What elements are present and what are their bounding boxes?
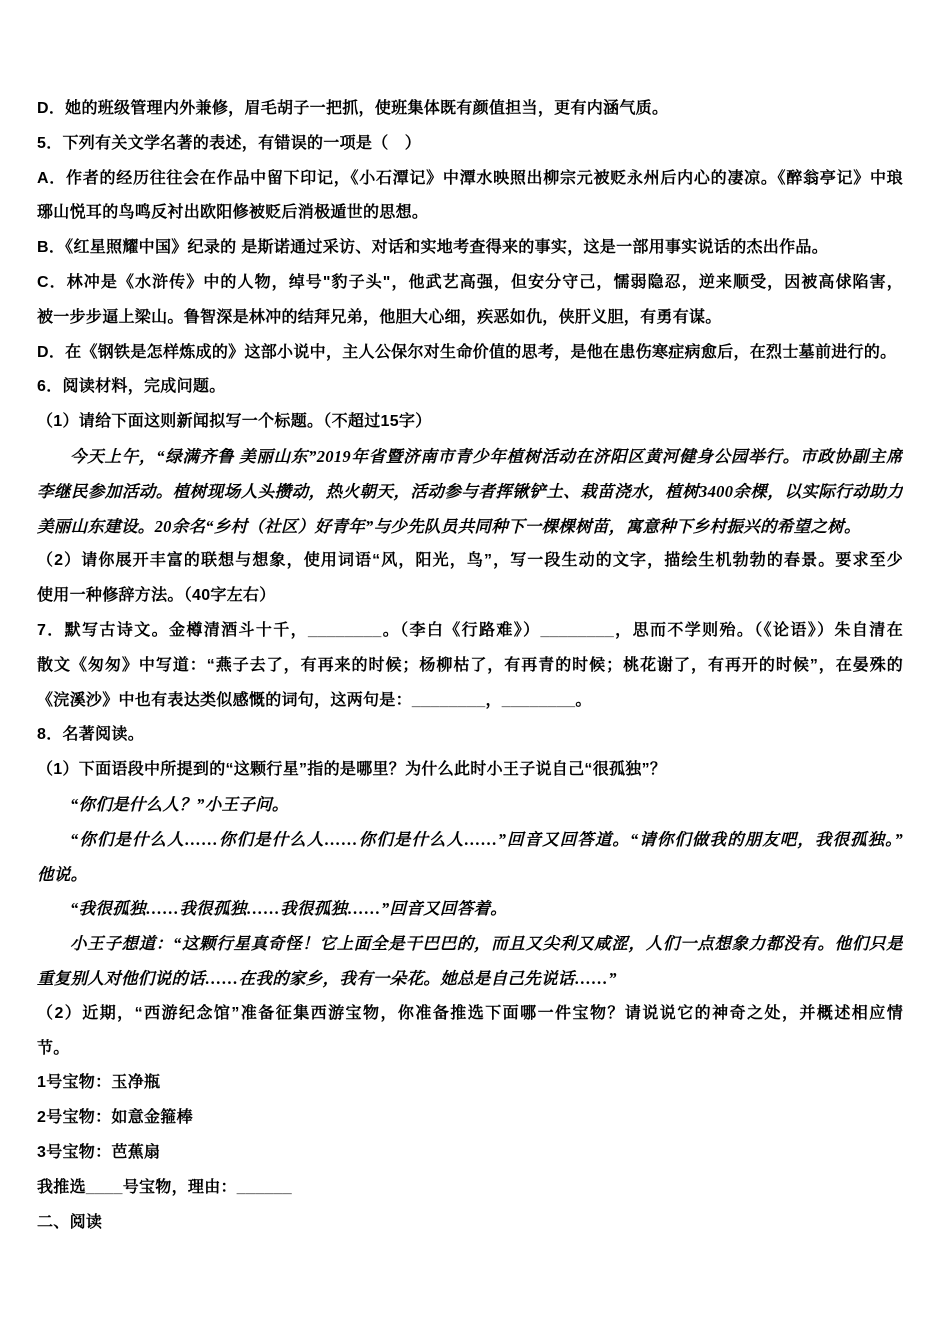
q8-quote-1-line-1: “你们是什么人？”小王子问。 [70, 794, 289, 814]
q7-dictation-line-3: 《浣溪沙》中也有表达类似感慨的词句，这两句是：________，________。 [37, 691, 592, 709]
q6-part2-line-2: 使用一种修辞方法。（40字左右） [37, 587, 276, 605]
q5-option-b [37, 231, 903, 266]
q8-quote-4 [37, 927, 903, 997]
q5-option-c-line-1: C．林冲是《水浒传》中的人物，绰号"豹子头"，他武艺高强，但安分守己，懦弱隐忍，逆来顺受，因被高俅陷害， [37, 273, 903, 291]
q7-dictation [37, 614, 903, 718]
q8-quote-1 [37, 788, 903, 823]
q8-part2-line-1: （2）近期，“西游纪念馆”准备征集西游宝物，你准备推选下面哪一件宝物？请说说它的神奇之处，并概述相应情 [37, 1004, 903, 1022]
q8-treasure-3 [37, 1136, 903, 1171]
q5-option-d-line-1: D．在《钢铁是怎样炼成的》这部小说中，主人公保尔对生命价值的思考，是他在患伤寒症病愈后，在烈士墓前进行的。 [37, 343, 897, 361]
q6-news-material-line-2: 李继民参加活动。植树现场人头攒动，热火朝天，活动参与者挥锹铲土、栽苗浇水，植树3400余棵，以实际行动助力 [37, 481, 903, 501]
q6-part1 [37, 405, 903, 440]
q8-answer-line-line-1: 我推选____号宝物，理由：______ [37, 1178, 292, 1196]
q6-news-material-line-3: 美丽山东建设。20余名“乡村（社区）好青年”与少先队员共同种下一棵棵树苗，寓意种下乡村振兴的希望之树。 [37, 516, 861, 536]
q6-news-material-line-1: 今天上午，“绿满齐鲁 美丽山东”2019年省暨济南市青少年植树活动在济阳区黄河健身公园举行。市政协副主席 [70, 446, 903, 466]
q5-option-a-line-1: A．作者的经历往往会在作品中留下印记，《小石潭记》中潭水映照出柳宗元被贬永州后内心的凄凉。《醉翁亭记》中琅 [37, 169, 903, 187]
q5-option-a-line-2: 琊山悦耳的鸟鸣反衬出欧阳修被贬后消极遁世的思想。 [37, 204, 429, 222]
q5-option-c-line-2: 被一步步逼上梁山。鲁智深是林冲的结拜兄弟，他胆大心细，疾恶如仇，侠肝义胆，有勇有谋。 [37, 308, 722, 326]
q7-dictation-line-2: 散文《匆匆》中写道：“燕子去了，有再来的时候；杨柳枯了，有再青的时候；桃花谢了，有再开的时候”，在晏殊的 [37, 656, 903, 674]
q8-quote-2-line-2: 他说。 [37, 864, 88, 884]
q5-stem [37, 127, 903, 162]
q6-part2 [37, 544, 903, 614]
q8-stem-line-1: 8．名著阅读。 [37, 726, 144, 744]
q5-option-a [37, 162, 903, 232]
section-heading-2-line-1: 二、阅读 [37, 1213, 103, 1231]
q8-treasure-1-line-1: 1号宝物：玉净瓶 [37, 1074, 161, 1092]
section-heading-2 [37, 1206, 903, 1241]
q8-part1-line-1: （1）下面语段中所提到的“这颗行星”指的是哪里？为什么此时小王子说自己“很孤独”？ [37, 761, 667, 779]
q8-answer-line [37, 1171, 903, 1206]
q5-option-c [37, 266, 903, 336]
q7-dictation-line-1: 7．默写古诗文。金樽清酒斗十千，________。（李白《行路难》）________，思而不学则殆。（《论语》）朱自清在 [37, 621, 903, 639]
q8-quote-2-line-1: “你们是什么人……你们是什么人……你们是什么人……”回音又回答道。“请你们做我的朋友吧，我很孤独。” [70, 829, 903, 849]
q8-treasure-3-line-1: 3号宝物：芭蕉扇 [37, 1143, 161, 1161]
q8-quote-3-line-1: “我很孤独……我很孤独……我很孤独……”回音又回答着。 [70, 899, 508, 919]
q8-quote-2 [37, 823, 903, 893]
q6-stem [37, 370, 903, 405]
q6-part1-line-1: （1）请给下面这则新闻拟写一个标题。（不超过15字） [37, 413, 432, 431]
q6-news-material [37, 440, 903, 544]
q8-treasure-2-line-1: 2号宝物：如意金箍棒 [37, 1109, 193, 1127]
q8-stem [37, 718, 903, 753]
document-content [37, 92, 903, 1240]
q5-stem-line-1: 5．下列有关文学名著的表述，有错误的一项是（ ） [37, 134, 422, 152]
q8-part2-line-2: 节。 [37, 1039, 70, 1057]
q8-part1 [37, 753, 903, 788]
q6-stem-line-1: 6．阅读材料，完成问题。 [37, 378, 226, 396]
q8-treasure-1 [37, 1066, 903, 1101]
q8-quote-4-line-2: 重复别人对他们说的话……在我的家乡，我有一朵花。她总是自己先说话……” [37, 968, 617, 988]
q5-option-b-line-1: B．《红星照耀中国》纪录的 是斯诺通过采访、对话和实地考查得来的事实，这是一部用事实说话的杰出作品。 [37, 239, 829, 257]
q6-part2-line-1: （2）请你展开丰富的联想与想象，使用词语“风，阳光，鸟”，写一段生动的文字，描绘生机勃勃的春景。要求至少 [37, 552, 903, 570]
q5-option-d [37, 336, 903, 371]
q8-part2 [37, 997, 903, 1067]
q8-treasure-2 [37, 1101, 903, 1136]
q8-quote-3 [37, 892, 903, 927]
q4-option-d-line-1: D．她的班级管理内外兼修，眉毛胡子一把抓，使班集体既有颜值担当，更有内涵气质。 [37, 100, 669, 117]
q8-quote-4-line-1: 小王子想道：“这颗行星真奇怪！它上面全是干巴巴的，而且又尖利又咸涩，人们一点想象力都没有。他们只是 [70, 934, 903, 954]
q4-option-d [37, 92, 903, 127]
